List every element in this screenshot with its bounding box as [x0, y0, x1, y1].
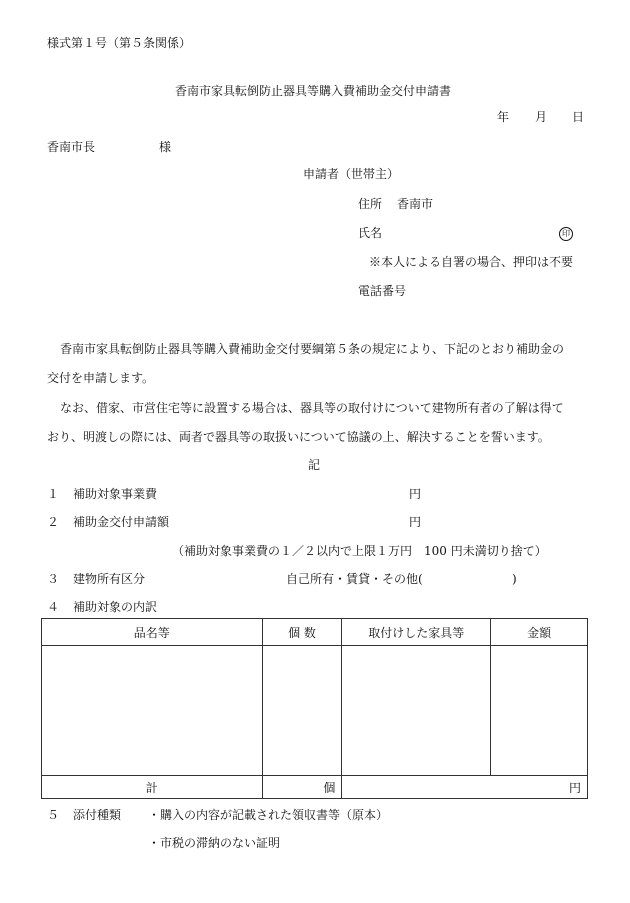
table-row [42, 646, 588, 776]
item1-unit: 円 [409, 487, 422, 501]
item2-unit: 円 [409, 515, 422, 529]
col-header-item-name: 品名等 [42, 619, 263, 646]
para1-line1: 香南市家具転倒防止器具等購入費補助金交付要綱第５条の規定により、下記のとおり補助金の [60, 342, 565, 356]
item4-label: 補助対象の内訳 [73, 600, 158, 614]
item3-number: ３ [47, 572, 60, 586]
col-header-amount: 金額 [491, 619, 588, 646]
col-header-quantity: 個 数 [262, 619, 342, 646]
item3-label: 建物所有区分 [73, 572, 146, 586]
item2-label: 補助金交付申請額 [73, 515, 170, 529]
total-yen-unit: 円 [342, 776, 588, 799]
table-header-row [42, 619, 588, 646]
para2-line2: おり、明渡しの際には、両者で器具等の取扱いについて協議の上、解決することを誓います。 [47, 430, 550, 444]
item3-close-paren: ) [512, 572, 517, 586]
addressee-name: 香南市長 [47, 140, 96, 154]
ki-heading: 記 [308, 458, 321, 472]
item2-number: ２ [47, 515, 60, 529]
attachments-number: ５ [47, 808, 60, 822]
item2-note: （補助対象事業費の１／２以内で上限１万円 100 円未満切り捨て） [172, 544, 547, 558]
date-day-label: 日 [572, 110, 585, 124]
col-header-furniture: 取付けした家具等 [342, 619, 491, 646]
item3-options: 自己所有・賃貸・その他( [286, 572, 423, 586]
para2-line1: なお、借家、市営住宅等に設置する場合は、器具等の取付けについて建物所有者の了解は得て [60, 401, 564, 415]
date-month-label: 月 [535, 110, 548, 124]
item4-number: ４ [47, 600, 60, 614]
cell-amount[interactable] [491, 646, 588, 776]
self-sign-note: ※本人による自署の場合、押印は不要 [369, 255, 574, 269]
address-value: 香南市 [397, 197, 434, 211]
phone-label: 電話番号 [358, 284, 407, 298]
cell-item-name[interactable] [42, 646, 263, 776]
para1-line2: 交付を申請します。 [47, 371, 155, 385]
item1-number: １ [47, 487, 60, 501]
address-label: 住所 [358, 197, 383, 211]
total-label: 計 [42, 776, 263, 799]
cell-quantity[interactable] [262, 646, 342, 776]
attachment-item: ・市税の滞納のない証明 [148, 836, 281, 850]
attachment-item: ・購入の内容が記載された領収書等（原本） [148, 808, 389, 822]
attachments-label: 添付種類 [73, 808, 122, 822]
table-total-row [42, 776, 588, 799]
addressee-honorific: 様 [159, 140, 172, 154]
date-year-label: 年 [497, 110, 510, 124]
seal-mark [559, 225, 573, 241]
total-count-unit: 個 [262, 776, 342, 799]
cell-furniture[interactable] [342, 646, 491, 776]
name-label: 氏名 [358, 226, 383, 240]
form-number: 様式第１号（第５条関係） [47, 36, 192, 50]
form-title: 香南市家具転倒防止器具等購入費補助金交付申請書 [175, 84, 452, 98]
applicant-heading: 申請者（世帯主） [303, 167, 400, 181]
seal-icon: 印 [559, 227, 573, 241]
item1-label: 補助対象事業費 [73, 487, 158, 501]
breakdown-table [41, 618, 588, 799]
